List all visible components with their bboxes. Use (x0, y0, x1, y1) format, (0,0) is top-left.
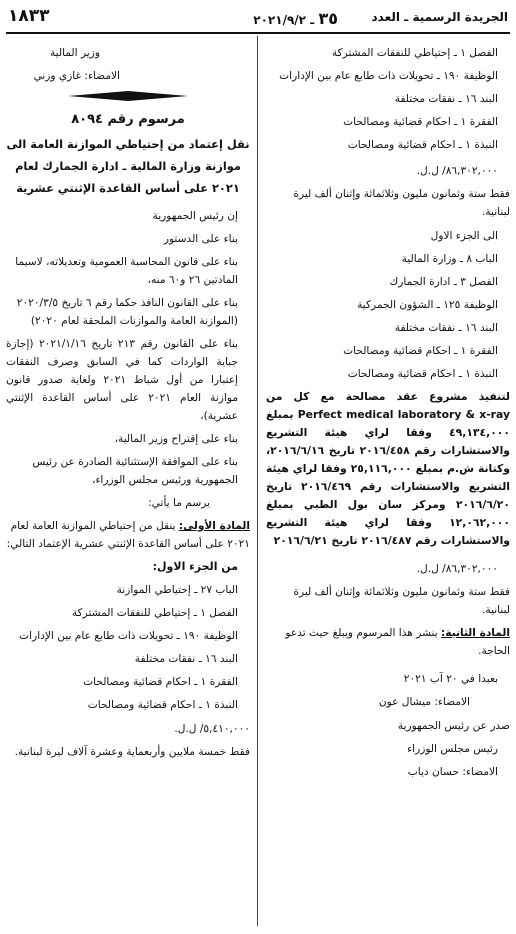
line-chapter: الفصل ١ ـ إحتياطي للنفقات المشتركة (331, 47, 498, 59)
to-part-line: الى الجزء الاول (430, 230, 498, 242)
minister-title: وزير المالية (49, 47, 100, 59)
article-one-label: المادة الأولى: (178, 520, 250, 532)
decree-title: نقل إعتماد من إحتياطي الموازنة العامة الى موازنة وزارة المالية ـ ادارة الجمارك لعام ٢٠٢١ على أساس القاعدة الإثنتي عشرية (6, 137, 250, 195)
pm-signature: الامضاء: حسان دياب (407, 766, 498, 778)
decrees-line: يرسم ما يأتي: (148, 497, 210, 509)
item-chapter-reserve: الباب ٢٧ ـ إحتياطي الموازنة (116, 584, 238, 596)
article-one (6, 517, 250, 553)
article-two-label: المادة الثانية: (441, 627, 510, 639)
article-two (266, 624, 510, 660)
line-customs: الفصل ٣ ـ ادارة الجمارك (389, 276, 498, 288)
journal-title: الجريدة الرسمية ـ العدد (371, 10, 508, 24)
item-paragraph-judgments: الفقرة ١ ـ احكام قضائية ومصالحات (83, 676, 238, 688)
line-item: البند ١٦ ـ نفقات مختلفة (394, 93, 498, 105)
right-column (266, 44, 510, 786)
issued-by: صدر عن رئيس الجمهورية (397, 720, 510, 732)
amount-words-2: فقط ستة وثمانون مليون وثلاثمائة وإثنان ألف ليرة لبنانية. (293, 586, 510, 616)
pm-title: رئيس مجلس الوزراء (407, 743, 498, 755)
item-section-judgments: النبذة ١ ـ احكام قضائية ومصالحات (87, 699, 238, 711)
left-amount-line: ٥,٤١٠,٠٠٠/ ل.ل. (174, 723, 250, 735)
line-paragraph-2: الفقرة ١ ـ احكام قضائية ومصالحات (343, 345, 498, 357)
line-chapter-finance: الباب ٨ ـ وزارة المالية (401, 253, 498, 265)
issue-date: ـ ٢٠٢١/٩/٢ (253, 13, 315, 27)
line-function: الوظيفة ١٩٠ ـ تحويلات ذات طابع عام بين الإدارات (279, 70, 498, 82)
line-paragraph: الفقرة ١ ـ احكام قضائية ومصالحات (343, 116, 498, 128)
amount-line: ٨٦,٣٠٢,٠٠٠/ ل.ل. (416, 165, 498, 177)
preamble-accounting-law: بناء على قانون المحاسبة العمومية وتعديلاته، لاسيما المادتين ٢٦ و٦٠ منه، (15, 256, 238, 286)
date-line: بعبدا في ٢٠ آب ٢٠٢١ (403, 673, 498, 685)
issue-info (253, 9, 338, 28)
ornament-divider (6, 91, 250, 101)
page-number: ١٨٣٣ (8, 6, 50, 26)
president-signature: الامضاء: ميشال عون (378, 696, 470, 708)
minister-signature: الامضاء: غازي وزني (33, 70, 120, 82)
preamble-president: إن رئيس الجمهورية (152, 210, 238, 222)
issue-number: ٣٥ (318, 9, 338, 28)
column-divider (257, 36, 258, 926)
article-two-text: ينشر هذا المرسوم ويبلغ حيث تدعو الحاجة. (285, 627, 510, 657)
left-amount-words: فقط خمسة ملايين وأربعماية وعشرة آلاف ليرة لبنانية. (14, 746, 250, 758)
left-column (6, 44, 250, 766)
preamble-approval: بناء على الموافقة الإستثنائية الصادرة عن رئيس الجمهورية ورئيس مجلس الوزراء، (32, 456, 238, 486)
line-function-customs: الوظيفة ١٢٥ ـ الشؤون الجمركية (357, 299, 498, 311)
item-common-expenses: الفصل ١ ـ إحتياطي للنفقات المشتركة (71, 607, 238, 619)
decree-number: مرسوم رقم ٨٠٩٤ (71, 112, 185, 127)
preamble-law-6: بناء على القانون النافذ حكما رقم ٦ تاريخ ٢٠٢٠/٣/٥ (الموازنة العامة والموازنات الملحقة لعام ٢٠٢٠) (16, 297, 238, 327)
from-part-heading: من الجزء الاول: (152, 560, 238, 573)
header-rule (6, 32, 510, 34)
line-section-2: النبذة ١ ـ احكام قضائية ومصالحات (347, 368, 498, 380)
page-header (6, 4, 510, 32)
amount-line-2: ٨٦,٣٠٢,٠٠٠/ ل.ل. (416, 563, 498, 575)
amount-words: فقط ستة وثمانون مليون وثلاثمائة وإثنان ألف ليرة لبنانية. (293, 188, 510, 218)
preamble-constitution: بناء على الدستور (163, 233, 238, 245)
item-function-transfers: الوظيفة ١٩٠ ـ تحويلات ذات طابع عام بين الإدارات (19, 630, 238, 642)
preamble-law-213: بناء على القانون رقم ٢١٣ تاريخ ٢٠٢١/١/١٦ (إجازة جباية الواردات كما في السابق وصرف النفقات إعتبارا من أول شباط ٢٠٢١ ولغاية صدور قانون موازنة العام ٢٠٢١ على أساس القاعدة الإثنتي عشرية)، (6, 338, 238, 422)
preamble-proposal: بناء على إقتراح وزير المالية، (114, 433, 238, 445)
line-section: النبذة ١ ـ احكام قضائية ومصالحات (347, 139, 498, 151)
line-item-2: البند ١٦ ـ نفقات مختلفة (394, 322, 498, 334)
article-one-text: ينقل من إحتياطي الموازنة العامة لعام ٢٠٢١ على أساس القاعدة الإثنتي عشرية الإعتماد التالي: (6, 520, 250, 550)
item-misc-expenses: البند ١٦ ـ نفقات مختلفة (134, 653, 238, 665)
execution-paragraph: لتنفيذ مشروع عقد مصالحة مع كل من Perfect medical laboratory & x-ray بمبلغ ٤٩,١٣٤,٠٠٠ وفقا لراي هيئة التشريع والاستشارات رقم ٢٠١٦/٤٥٨ تاريخ ٢٠١٦/٦/١٦، وكتانة ش.م بمبلغ ٢٥,١١٦,٠٠٠ وفقا لراي هيئة التشريع والاستشارات رقم ٢٠١٦/٤٦٩ تاريخ ٢٠١٦/٦/٢٠ ومركز سان بول الطبي بمبلغ ١٢,٠٦٢,٠٠٠ وفقا لراي هيئة التشريع والاستشارات رقم ٢٠١٦/٤٨٧ تاريخ ٢٠١٦/٦/٢١ (266, 390, 511, 547)
